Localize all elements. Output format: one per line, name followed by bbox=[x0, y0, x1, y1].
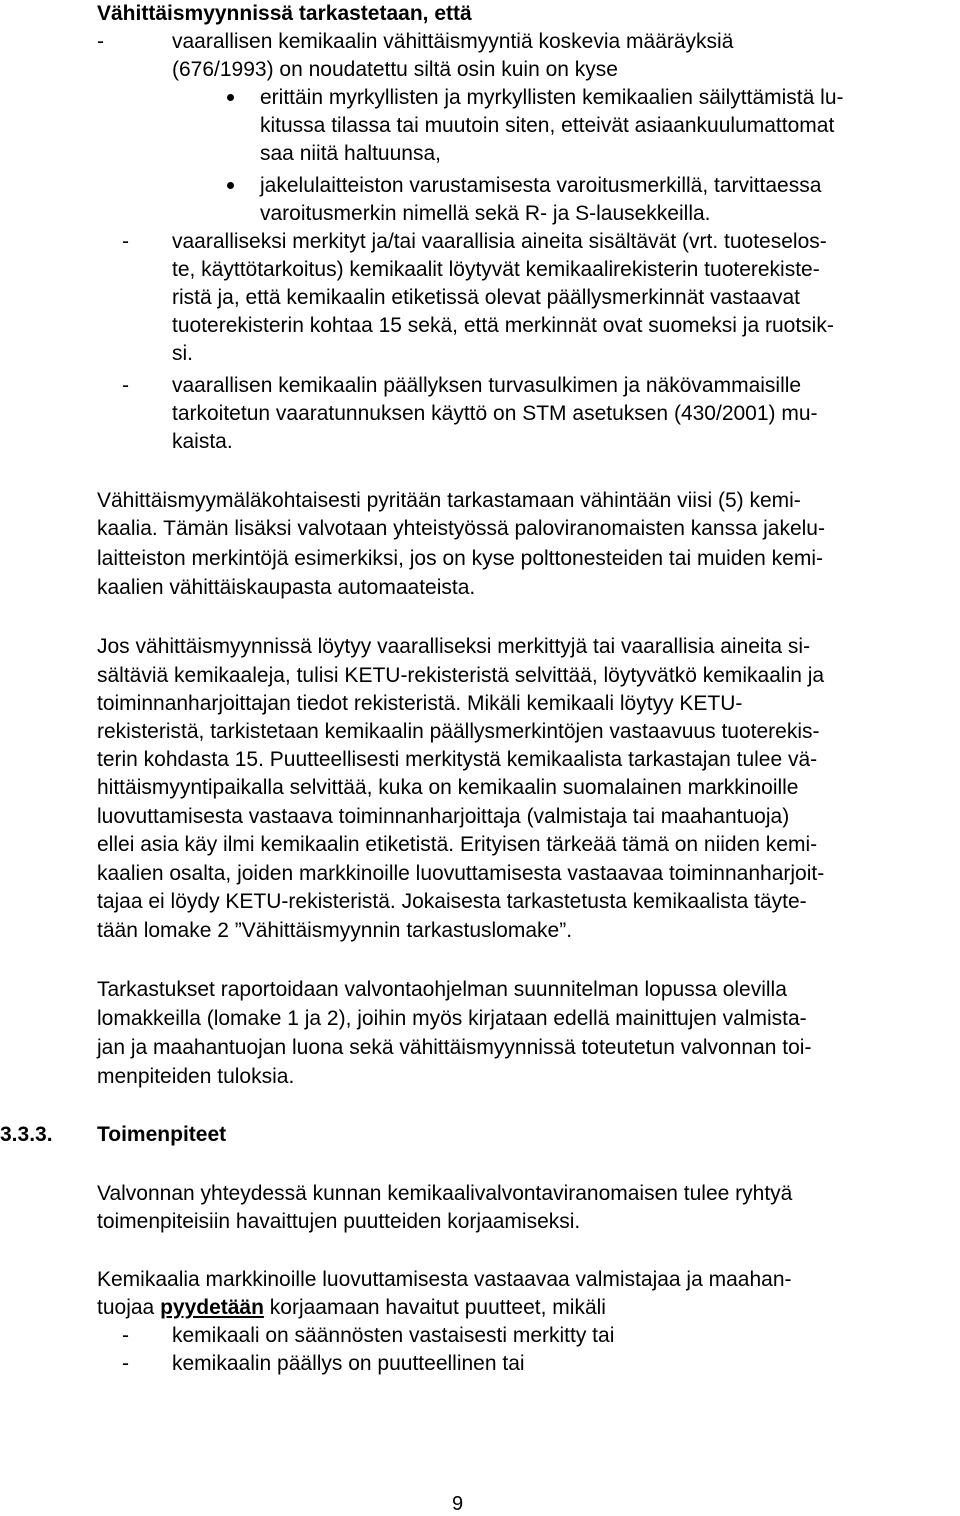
paragraph-line: lomakkeilla (lomake 1 ja 2), joihin myös kirjataan edellä mainittujen valmista- bbox=[97, 1007, 807, 1030]
paragraph-line: tään lomake 2 ”Vähittäismyynnin tarkastuslomake”. bbox=[97, 919, 573, 942]
emphasized-word: pyydetään bbox=[160, 1296, 264, 1319]
paragraph-line: rekisteristä, tarkistetaan kemikaalin päällysmerkintöjen vastaavuus tuoterekis- bbox=[97, 720, 820, 743]
list-dash: - bbox=[122, 1352, 129, 1375]
sub-item-line: varoitusmerkin nimellä sekä R- ja S-lausekkeilla. bbox=[260, 202, 711, 225]
paragraph-line: menpiteiden tuloksia. bbox=[97, 1065, 295, 1088]
bullet-icon bbox=[227, 182, 234, 189]
sub-item-line: jakelulaitteiston varustamisesta varoitusmerkillä, tarvittaessa bbox=[260, 174, 822, 197]
paragraph-line: laitteiston merkintöjä esimerkiksi, jos on kyse polttonesteiden tai muiden kemi- bbox=[97, 547, 823, 570]
sub-item-line: saa niitä haltuunsa, bbox=[260, 142, 441, 165]
paragraph-line: sältäviä kemikaaleja, tulisi KETU-rekisteristä selvittää, löytyvätkö kemikaalin ja bbox=[97, 664, 825, 687]
paragraph-line: hittäismyyntipaikalla selvittää, kuka on kemikaalin suomalainen markkinoille bbox=[97, 776, 799, 799]
list-dash: - bbox=[97, 30, 104, 53]
list-item-line: te, käyttötarkoitus) kemikaalit löytyvät kemikaalirekisterin tuoterekiste- bbox=[172, 258, 820, 281]
paragraph-line: jan ja maahantuojan luona sekä vähittäismyynnissä toteutetun valvonnan toi- bbox=[97, 1036, 812, 1059]
paragraph-text: korjaamaan havaitut puutteet, mikäli bbox=[263, 1296, 606, 1319]
paragraph-text: tuojaa bbox=[97, 1296, 161, 1319]
section-number: 3.3.3. bbox=[0, 1123, 53, 1146]
paragraph-line: kaalien vähittäiskaupasta automaateista. bbox=[97, 576, 476, 599]
list-item-line: ristä ja, että kemikaalin etiketissä olevat päällysmerkinnät vastaavat bbox=[172, 286, 800, 309]
list-item-line: kaista. bbox=[172, 430, 233, 453]
sub-item-line: kitussa tilassa tai muutoin siten, etteivät asiaankuulumattomat bbox=[260, 114, 835, 137]
list-item-line: kemikaalin päällys on puutteellinen tai bbox=[172, 1352, 525, 1375]
page-number: 9 bbox=[452, 1493, 464, 1515]
paragraph-line: Valvonnan yhteydessä kunnan kemikaalivalvontaviranomaisen tulee ryhtyä bbox=[97, 1182, 793, 1205]
list-item-line: vaarallisen kemikaalin vähittäismyyntiä koskevia määräyksiä bbox=[172, 30, 734, 53]
paragraph-line: Tarkastukset raportoidaan valvontaohjelman suunnitelman lopussa olevilla bbox=[97, 978, 787, 1001]
paragraph-line: kaalia. Tämän lisäksi valvotaan yhteistyössä paloviranomaisten kanssa jakelu- bbox=[97, 517, 825, 540]
paragraph-line: ellei asia käy ilmi kemikaalin etiketistä. Erityisen tärkeää tämä on niiden kemi- bbox=[97, 833, 818, 856]
paragraph-line: luovuttamisesta vastaava toiminnanharjoittaja (valmistaja tai maahantuoja) bbox=[97, 805, 790, 828]
paragraph-line: tajaa ei löydy KETU-rekisteristä. Jokaisesta tarkastetusta kemikaalista täyte- bbox=[97, 890, 807, 913]
list-item-line: (676/1993) on noudatettu siltä osin kuin on kyse bbox=[172, 58, 618, 81]
paragraph-line: Vähittäismyymäläkohtaisesti pyritään tarkastamaan vähintään viisi (5) kemi- bbox=[97, 489, 801, 512]
list-item-line: vaaralliseksi merkityt ja/tai vaarallisia aineita sisältävät (vrt. tuoteselos- bbox=[172, 230, 827, 253]
sub-item-line: erittäin myrkyllisten ja myrkyllisten kemikaalien säilyttämistä lu- bbox=[260, 86, 844, 109]
list-dash: - bbox=[122, 1324, 129, 1347]
section-title: Toimenpiteet bbox=[97, 1123, 227, 1146]
list-item-line: tarkoitetun vaaratunnuksen käyttö on STM asetuksen (430/2001) mu- bbox=[172, 402, 818, 425]
list-dash: - bbox=[122, 374, 129, 397]
paragraph-line bbox=[97, 1294, 606, 1322]
list-dash: - bbox=[122, 230, 129, 253]
paragraph-line: kaalien osalta, joiden markkinoille luovuttamisesta vastaavaa toiminnanharjoit- bbox=[97, 862, 825, 885]
paragraph-line: toimenpiteisiin havaittujen puutteiden korjaamiseksi. bbox=[97, 1210, 581, 1233]
paragraph-line: Kemikaalia markkinoille luovuttamisesta vastaavaa valmistajaa ja maahan- bbox=[97, 1268, 792, 1291]
paragraph-line: Jos vähittäismyynnissä löytyy vaaralliseksi merkittyjä tai vaarallisia aineita si- bbox=[97, 635, 811, 658]
list-item-line: kemikaali on säännösten vastaisesti merkitty tai bbox=[172, 1324, 615, 1347]
paragraph-line: toiminnanharjoittajan tiedot rekisteristä. Mikäli kemikaali löytyy KETU- bbox=[97, 692, 743, 715]
paragraph-line: terin kohdasta 15. Puutteellisesti merkitystä kemikaalista tarkastajan tulee vä- bbox=[97, 748, 818, 771]
retail-inspection-heading: Vähittäismyynnissä tarkastetaan, että bbox=[97, 2, 472, 25]
list-item-line: tuoterekisterin kohtaa 15 sekä, että merkinnät ovat suomeksi ja ruotsik- bbox=[172, 314, 834, 337]
list-item-line: vaarallisen kemikaalin päällyksen turvasulkimen ja näkövammaisille bbox=[172, 374, 802, 397]
list-item-line: si. bbox=[172, 342, 193, 365]
bullet-icon bbox=[227, 94, 234, 101]
